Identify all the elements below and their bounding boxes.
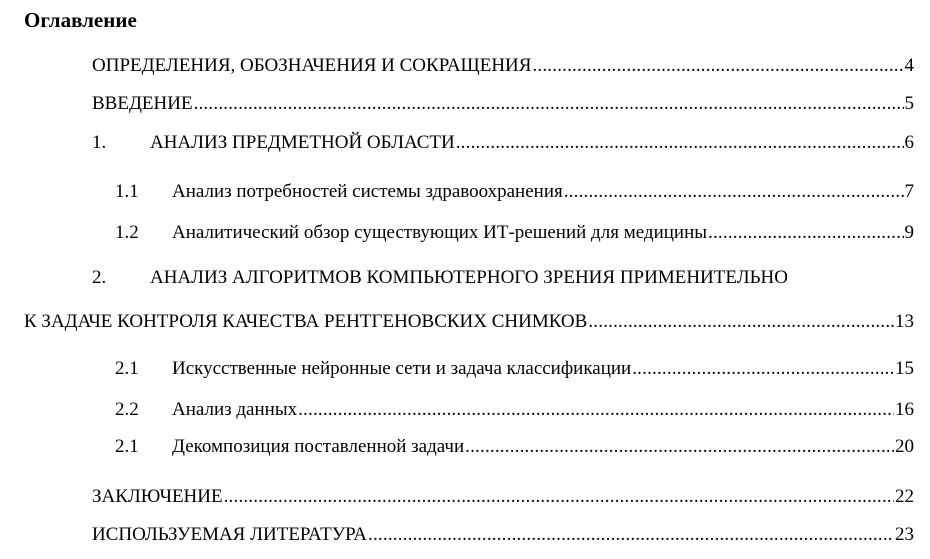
- toc-entry-introduction[interactable]: [92, 92, 914, 118]
- dot-leader: [588, 310, 894, 334]
- toc-entry-text: АНАЛИЗ АЛГОРИТМОВ КОМПЬЮТЕРНОГО ЗРЕНИЯ ПРИМЕНИТЕЛЬНО: [150, 267, 788, 288]
- toc-entry-page: 20: [895, 436, 914, 457]
- toc-entry-page: 23: [895, 524, 914, 545]
- toc-entry-chapter-2-line-1[interactable]: [92, 266, 914, 292]
- toc-entry-number: 1.: [92, 132, 107, 153]
- toc-entry-number: 2.2: [115, 399, 139, 420]
- toc-entry-text: ВВЕДЕНИЕ: [92, 93, 193, 114]
- toc-entry-page: 13: [895, 311, 914, 332]
- toc-entry-section-2-2[interactable]: [115, 398, 914, 424]
- toc-entry-text: ИСПОЛЬЗУЕМАЯ ЛИТЕРАТУРА: [92, 524, 368, 545]
- toc-entry-chapter-1[interactable]: [92, 131, 914, 157]
- toc-entry-references[interactable]: [92, 523, 914, 549]
- dot-leader: [708, 221, 903, 245]
- toc-entry-text: Декомпозиция поставленной задачи: [172, 436, 465, 457]
- toc-entry-page: 4: [904, 55, 914, 76]
- dot-leader: [368, 523, 894, 547]
- toc-entry-number: 2.1: [115, 436, 139, 457]
- toc-entry-page: 6: [904, 132, 914, 153]
- toc-entry-text-continued: К ЗАДАЧЕ КОНТРОЛЯ КАЧЕСТВА РЕНТГЕНОВСКИХ СНИМКОВ: [24, 311, 588, 332]
- toc-entry-page: 16: [895, 399, 914, 420]
- toc-entry-text: Анализ потребностей системы здравоохранения: [172, 181, 563, 202]
- dot-leader: [532, 54, 903, 78]
- dot-leader: [564, 180, 904, 204]
- toc-title: Оглавление: [24, 8, 137, 32]
- toc-entry-page: 5: [904, 93, 914, 114]
- toc-entry-page: 7: [904, 181, 914, 202]
- toc-entry-section-1-2[interactable]: [115, 221, 914, 247]
- toc-entry-chapter-2-line-2[interactable]: [24, 310, 914, 336]
- toc-entry-text: Аналитический обзор существующих ИТ-решений для медицины: [172, 222, 708, 243]
- toc-entry-text: ЗАКЛЮЧЕНИЕ: [92, 486, 223, 507]
- toc-entry-page: 22: [895, 486, 914, 507]
- toc-entry-text: ОПРЕДЕЛЕНИЯ, ОБОЗНАЧЕНИЯ И СОКРАЩЕНИЯ: [92, 55, 532, 76]
- toc-entry-text: АНАЛИЗ ПРЕДМЕТНОЙ ОБЛАСТИ: [150, 132, 455, 153]
- toc-entry-conclusion[interactable]: [92, 485, 914, 511]
- toc-entry-number: 2.: [92, 267, 107, 288]
- dot-leader: [224, 485, 894, 509]
- dot-leader: [632, 357, 894, 381]
- toc-entry-definitions[interactable]: [92, 54, 914, 80]
- dot-leader: [456, 131, 904, 155]
- toc-entry-page: 9: [904, 222, 914, 243]
- toc-entry-number: 2.1: [115, 358, 139, 379]
- dot-leader: [465, 435, 894, 459]
- toc-entry-number: 1.2: [115, 222, 139, 243]
- toc-entry-section-1-1[interactable]: [115, 180, 914, 206]
- toc-entry-section-2-1-decomposition[interactable]: [115, 435, 914, 461]
- toc-entry-section-2-1[interactable]: [115, 357, 914, 383]
- toc-entry-number: 1.1: [115, 181, 139, 202]
- toc-entry-text: Искусственные нейронные сети и задача классификации: [172, 358, 632, 379]
- toc-entry-text: Анализ данных: [172, 399, 298, 420]
- dot-leader: [194, 92, 904, 116]
- toc-entry-page: 15: [895, 358, 914, 379]
- dot-leader: [298, 398, 894, 422]
